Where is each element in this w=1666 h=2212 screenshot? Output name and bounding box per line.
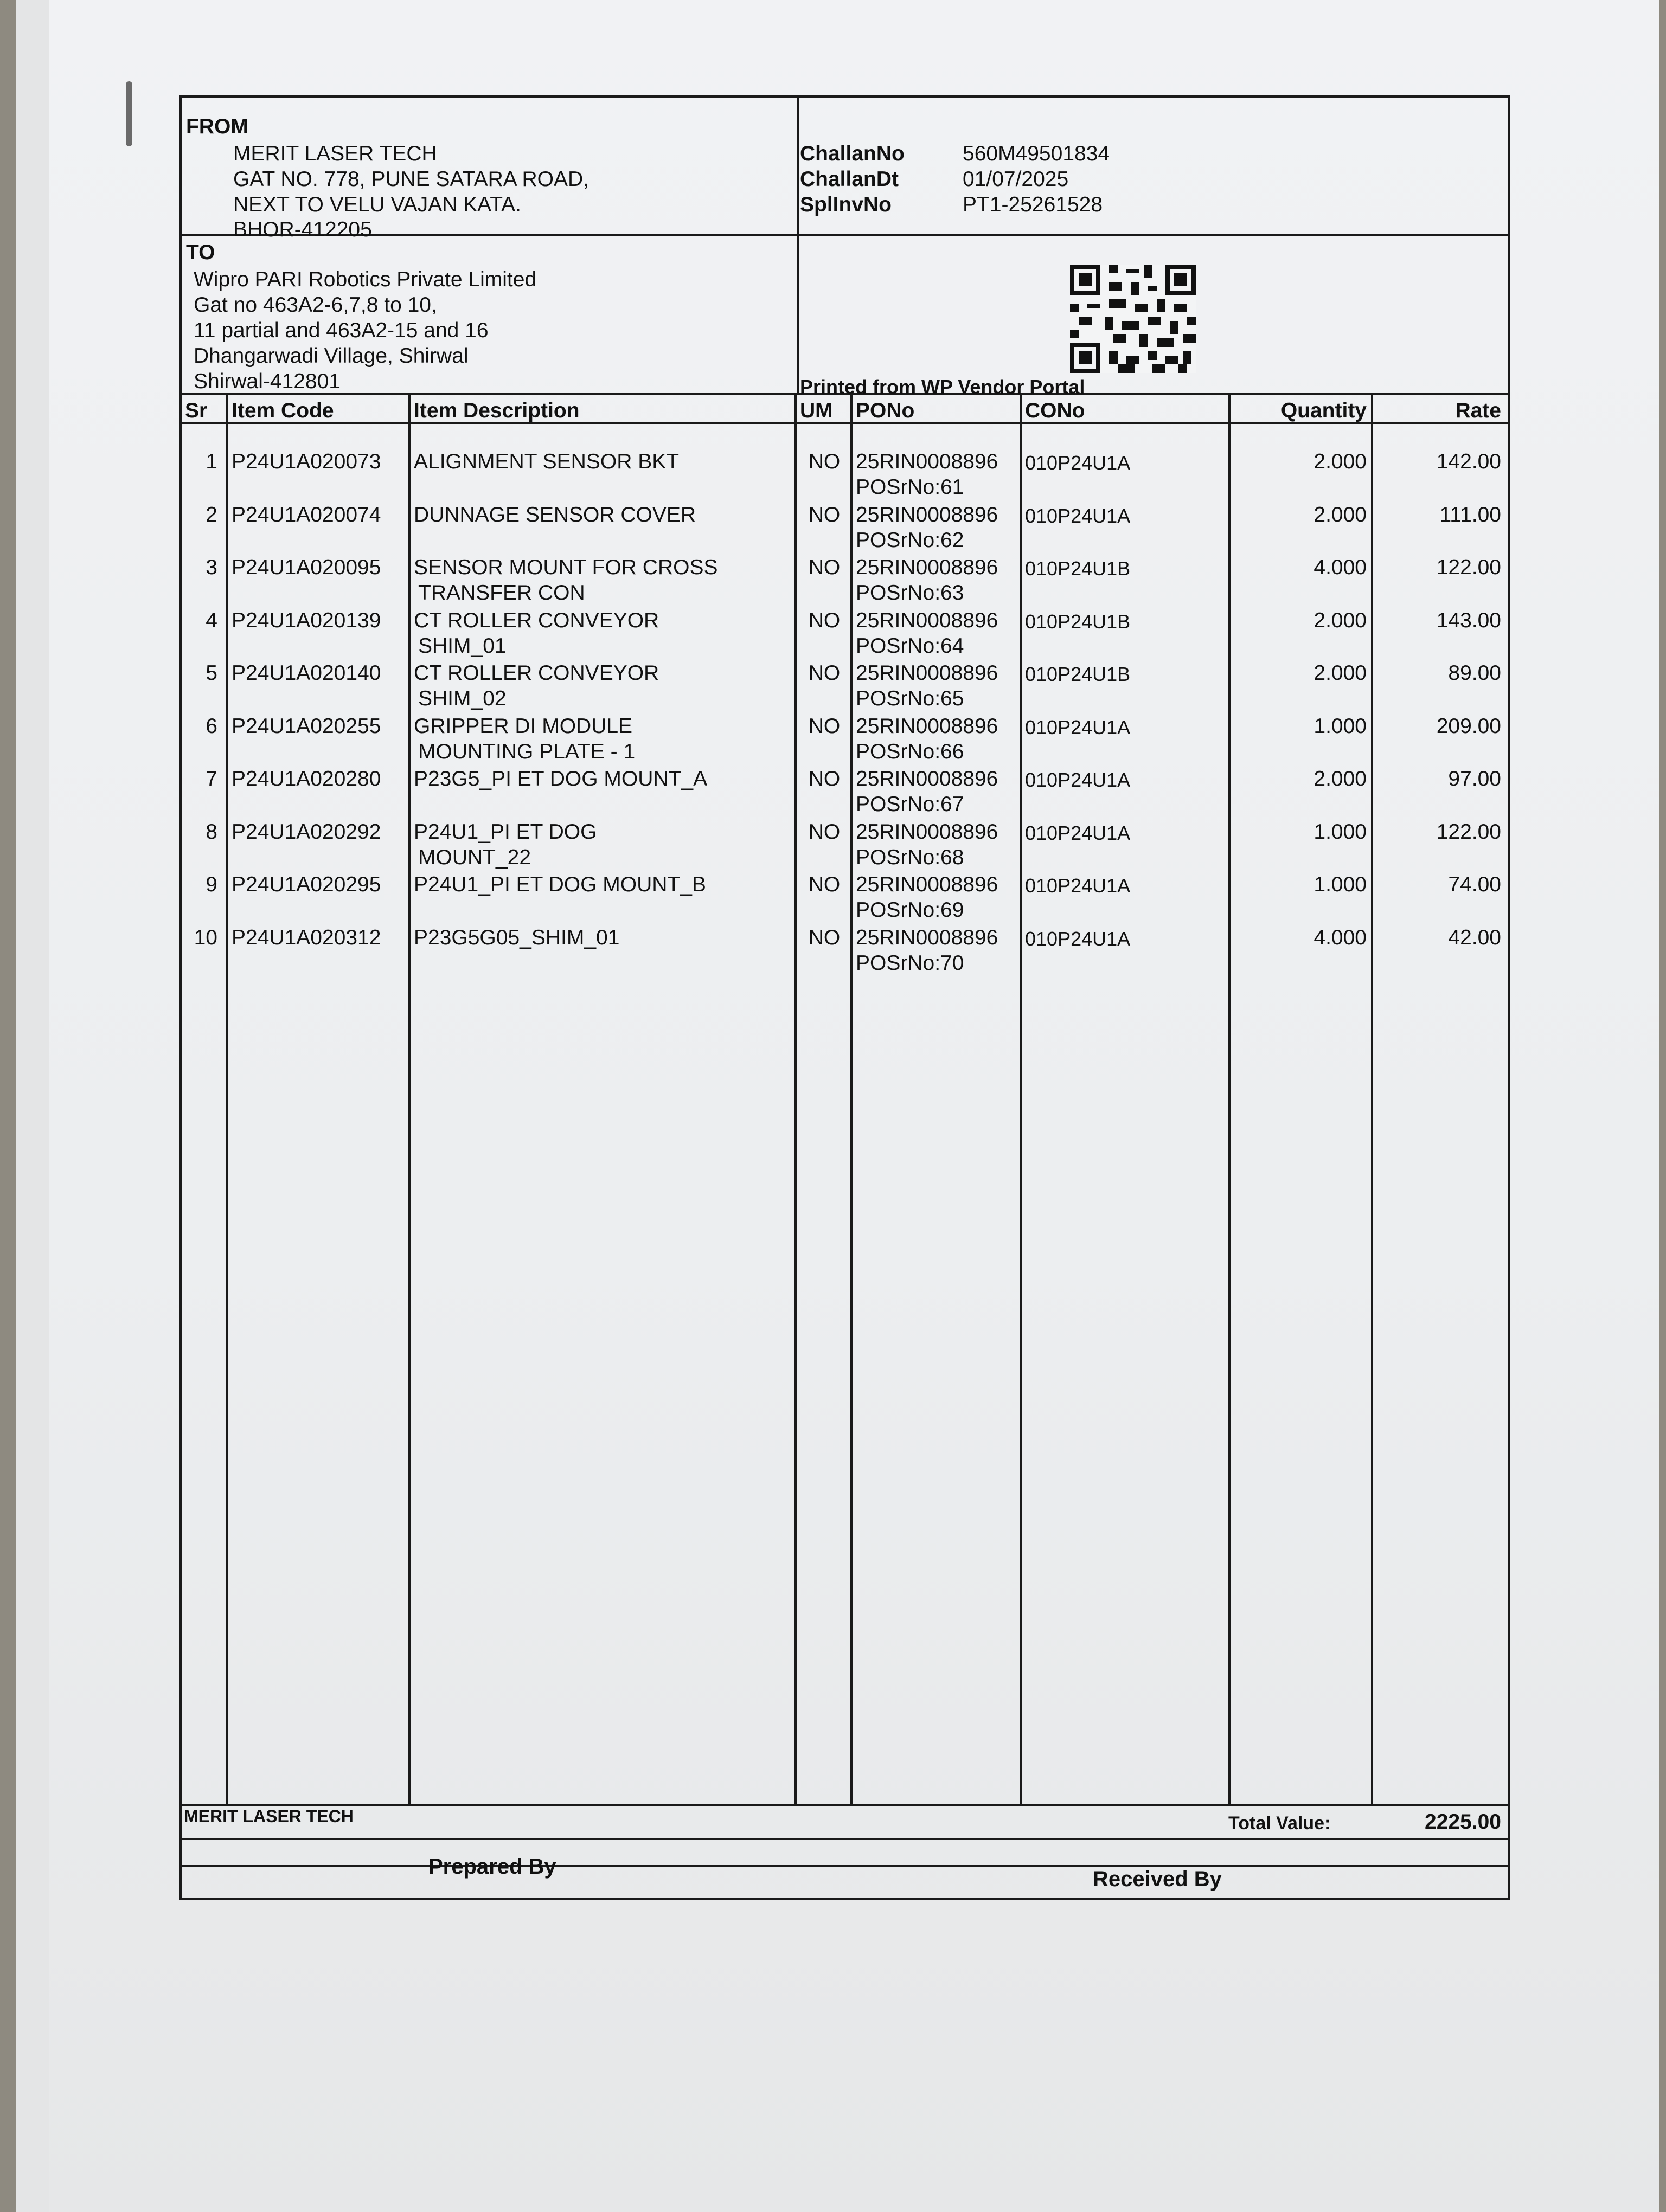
row-item-description: GRIPPER DI MODULE [414, 714, 633, 738]
row-po-sr-no: POSrNo:63 [856, 581, 964, 605]
col-header-item-description: Item Description [414, 399, 580, 422]
row-rate: 97.00 [1448, 767, 1501, 790]
row-rate: 122.00 [1436, 820, 1501, 844]
from-address-line: BHOR-412205 [233, 218, 372, 241]
challan-date-label: ChallanDt [800, 168, 899, 191]
row-pono: 25RIN0008896 [856, 820, 998, 844]
row-cono: 010P24U1A [1025, 927, 1131, 950]
row-sr: 3 [206, 556, 217, 579]
to-address-line: Shirwal-412801 [194, 370, 341, 393]
row-item-code: P24U1A020292 [232, 820, 381, 844]
row-cono: 010P24U1A [1025, 504, 1131, 527]
row-quantity: 2.000 [1313, 661, 1367, 685]
row-pono: 25RIN0008896 [856, 714, 998, 738]
row-pono: 25RIN0008896 [856, 767, 998, 790]
to-address-line: Dhangarwadi Village, Shirwal [194, 344, 469, 368]
row-quantity: 1.000 [1313, 714, 1367, 738]
row-po-sr-no: POSrNo:66 [856, 740, 964, 763]
table-row [182, 819, 1508, 872]
total-value-label: Total Value: [1228, 1813, 1331, 1834]
divider [182, 1838, 1508, 1840]
row-quantity: 4.000 [1313, 556, 1367, 579]
spl-inv-no-value: PT1-25261528 [963, 193, 1103, 216]
row-po-sr-no: POSrNo:62 [856, 528, 964, 552]
row-pono: 25RIN0008896 [856, 661, 998, 685]
row-po-sr-no: POSrNo:69 [856, 898, 964, 922]
table-row [182, 872, 1508, 925]
row-item-code: P24U1A020139 [232, 608, 381, 632]
row-rate: 111.00 [1439, 503, 1501, 526]
row-cono: 010P24U1B [1025, 557, 1131, 580]
row-item-description: DUNNAGE SENSOR COVER [414, 503, 696, 526]
row-um: NO [808, 767, 841, 790]
row-sr: 5 [206, 661, 217, 685]
row-rate: 122.00 [1436, 556, 1501, 579]
row-um: NO [808, 556, 841, 579]
row-pono: 25RIN0008896 [856, 925, 998, 949]
row-item-description-cont: MOUNTING PLATE - 1 [418, 740, 636, 763]
from-label: FROM [186, 115, 248, 138]
punch-mark [126, 81, 132, 146]
to-company: Wipro PARI Robotics Private Limited [194, 268, 537, 291]
row-item-description-cont: SHIM_02 [418, 687, 507, 710]
challan-date-value: 01/07/2025 [963, 168, 1069, 191]
row-item-code: P24U1A020280 [232, 767, 381, 790]
row-rate: 143.00 [1436, 608, 1501, 632]
row-item-description: P24U1_PI ET DOG MOUNT_B [414, 873, 706, 896]
row-item-description: SENSOR MOUNT FOR CROSS [414, 556, 718, 579]
prepared-by-label: Prepared By [428, 1855, 556, 1879]
row-po-sr-no: POSrNo:70 [856, 951, 964, 975]
row-rate: 74.00 [1448, 873, 1501, 896]
challan-no-value: 560M49501834 [963, 142, 1110, 165]
table-row [182, 502, 1508, 555]
row-item-description: ALIGNMENT SENSOR BKT [414, 450, 680, 473]
row-item-description: CT ROLLER CONVEYOR [414, 608, 659, 632]
row-cono: 010P24U1B [1025, 663, 1131, 685]
table-row [182, 925, 1508, 978]
row-pono: 25RIN0008896 [856, 556, 998, 579]
row-cono: 010P24U1A [1025, 769, 1131, 791]
row-sr: 1 [206, 450, 217, 473]
vendor-name: MERIT LASER TECH [184, 1806, 354, 1826]
row-item-description: P23G5_PI ET DOG MOUNT_A [414, 767, 708, 790]
row-sr: 6 [206, 714, 217, 738]
row-quantity: 2.000 [1313, 503, 1367, 526]
table-row [182, 660, 1508, 713]
col-header-um: UM [800, 399, 833, 422]
row-item-code: P24U1A020312 [232, 925, 381, 949]
portal-note: Printed from WP Vendor Portal [800, 376, 1085, 398]
row-item-code: P24U1A020073 [232, 450, 381, 473]
row-cono: 010P24U1A [1025, 452, 1131, 474]
row-quantity: 2.000 [1313, 608, 1367, 632]
row-item-description: CT ROLLER CONVEYOR [414, 661, 659, 685]
from-company: MERIT LASER TECH [233, 142, 437, 165]
col-header-sr: Sr [185, 399, 208, 422]
paper-edge [16, 0, 49, 2212]
row-item-description: P23G5G05_SHIM_01 [414, 925, 620, 949]
row-pono: 25RIN0008896 [856, 873, 998, 896]
row-sr: 7 [206, 767, 217, 790]
to-address-line: Gat no 463A2-6,7,8 to 10, [194, 293, 437, 317]
row-item-code: P24U1A020095 [232, 556, 381, 579]
row-um: NO [808, 503, 841, 526]
qr-code [1070, 265, 1196, 373]
row-pono: 25RIN0008896 [856, 503, 998, 526]
col-header-quantity: Quantity [1280, 399, 1367, 422]
row-item-description-cont: MOUNT_22 [418, 845, 531, 869]
row-po-sr-no: POSrNo:68 [856, 845, 964, 869]
total-value: 2225.00 [1425, 1810, 1501, 1834]
row-um: NO [808, 925, 841, 949]
row-quantity: 2.000 [1313, 767, 1367, 790]
row-cono: 010P24U1B [1025, 610, 1131, 633]
row-quantity: 2.000 [1313, 450, 1367, 473]
spl-inv-no-label: SplInvNo [800, 193, 892, 216]
row-quantity: 4.000 [1313, 925, 1367, 949]
row-pono: 25RIN0008896 [856, 608, 998, 632]
paper-sheet [16, 0, 1659, 2212]
received-by-label: Received By [1093, 1867, 1222, 1891]
row-item-code: P24U1A020255 [232, 714, 381, 738]
row-item-description-cont: SHIM_01 [418, 634, 507, 658]
row-po-sr-no: POSrNo:65 [856, 687, 964, 710]
challan-no-label: ChallanNo [800, 142, 905, 165]
row-um: NO [808, 873, 841, 896]
table-row [182, 555, 1508, 608]
table-row [182, 449, 1508, 502]
col-header-item-code: Item Code [232, 399, 334, 422]
table-row [182, 608, 1508, 661]
row-um: NO [808, 714, 841, 738]
to-address-line: 11 partial and 463A2-15 and 16 [194, 319, 489, 342]
row-item-description-cont: TRANSFER CON [418, 581, 585, 605]
row-um: NO [808, 661, 841, 685]
row-pono: 25RIN0008896 [856, 450, 998, 473]
row-sr: 2 [206, 503, 217, 526]
row-rate: 89.00 [1448, 661, 1501, 685]
row-um: NO [808, 608, 841, 632]
row-quantity: 1.000 [1313, 820, 1367, 844]
divider [797, 98, 799, 395]
divider [182, 1804, 1508, 1806]
col-header-pono: PONo [856, 399, 915, 422]
from-address-line: NEXT TO VELU VAJAN KATA. [233, 193, 521, 216]
table-row [182, 766, 1508, 819]
col-header-rate: Rate [1455, 399, 1501, 422]
row-um: NO [808, 450, 841, 473]
row-rate: 42.00 [1448, 925, 1501, 949]
table-row [182, 713, 1508, 767]
row-sr: 10 [194, 925, 217, 949]
row-sr: 9 [206, 873, 217, 896]
row-cono: 010P24U1A [1025, 821, 1131, 844]
from-address-line: GAT NO. 778, PUNE SATARA ROAD, [233, 168, 589, 191]
row-cono: 010P24U1A [1025, 874, 1131, 897]
row-item-code: P24U1A020295 [232, 873, 381, 896]
row-quantity: 1.000 [1313, 873, 1367, 896]
delivery-challan [179, 95, 1510, 1900]
row-rate: 142.00 [1436, 450, 1501, 473]
row-cono: 010P24U1A [1025, 716, 1131, 738]
row-sr: 4 [206, 608, 217, 632]
row-po-sr-no: POSrNo:64 [856, 634, 964, 658]
col-header-cono: CONo [1025, 399, 1085, 422]
row-item-description: P24U1_PI ET DOG [414, 820, 597, 844]
row-po-sr-no: POSrNo:61 [856, 475, 964, 499]
to-label: TO [186, 241, 215, 264]
divider [182, 1865, 1508, 1867]
row-um: NO [808, 820, 841, 844]
row-item-code: P24U1A020140 [232, 661, 381, 685]
divider [182, 234, 1508, 236]
row-po-sr-no: POSrNo:67 [856, 793, 964, 816]
row-rate: 209.00 [1436, 714, 1501, 738]
row-item-code: P24U1A020074 [232, 503, 381, 526]
row-sr: 8 [206, 820, 217, 844]
